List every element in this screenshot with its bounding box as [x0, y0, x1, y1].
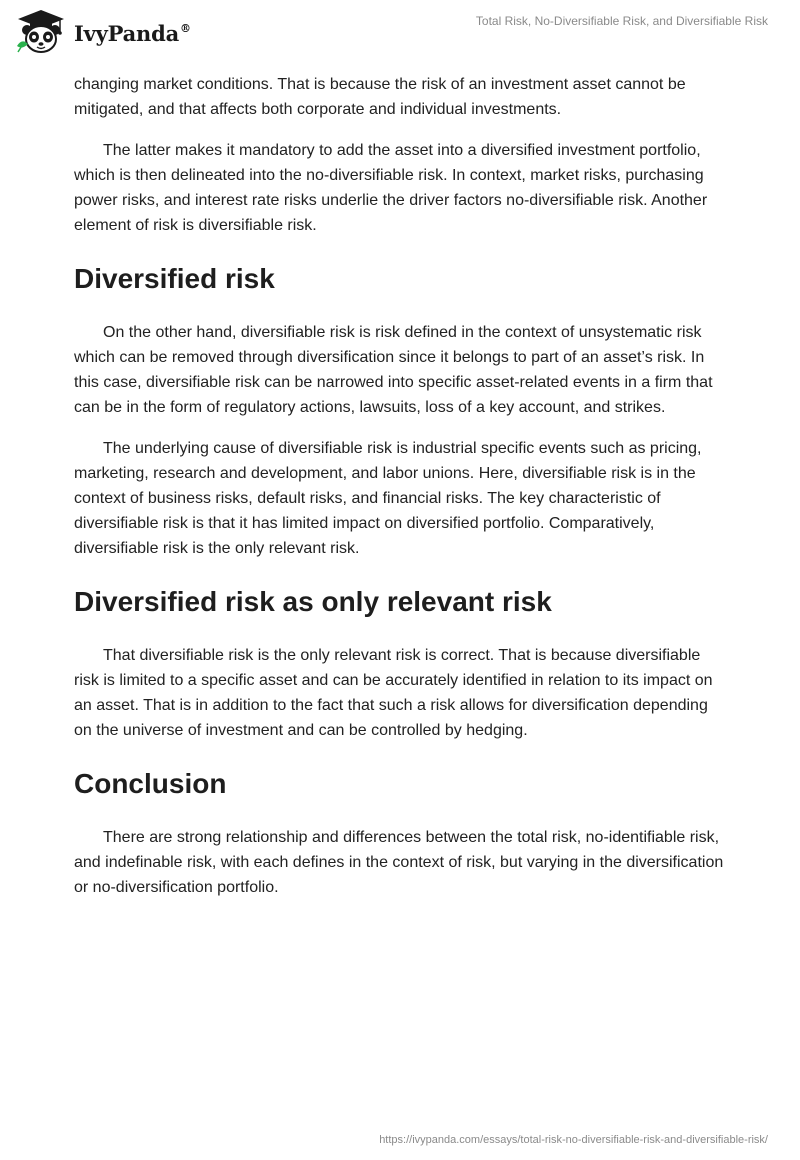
paragraph: That diversifiable risk is the only relevant risk is correct. That is because diversifiable risk is limited to a specific asset and can be accurately identified in relation to its impact on an asset. That is in addition to the fact that such a risk allows for diversification depending on the universe of investment and can be controlled by hedging.: [74, 647, 713, 739]
panda-graduate-icon: [14, 8, 68, 56]
source-url[interactable]: https://ivypanda.com/essays/total-risk-no-diversifiable-risk-and-diversifiable-risk/: [379, 1134, 768, 1146]
paragraph: On the other hand, diversifiable risk is risk defined in the context of unsystematic risk which can be removed through diversification since it belongs to part of an asset’s risk. In this case, diversifiable risk can be narrowed into specific asset-related events in a firm that can be in the form of regulatory actions, lawsuits, loss of a key account, and strikes.: [74, 324, 713, 416]
ivypanda-logo[interactable]: [14, 8, 191, 56]
paragraph: The underlying cause of diversifiable risk is industrial specific events such as pricing, marketing, research and development, and labor unions. Here, diversifiable risk is in the context of business risks, default risks, and financial risks. The key characteristic of diversifiable risk is that it has limited impact on diversified portfolio. Comparatively, diversifiable risk is the only relevant risk.: [74, 440, 702, 557]
logo-wordmark: IvyPanda®: [74, 20, 191, 46]
essay-body: [74, 72, 726, 916]
paragraph: The latter makes it mandatory to add the asset into a diversified investment portfolio, which is then delineated into the no-diversifiable risk. In context, market risks, purchasing power risks, and interest rate risks underlie the driver factors no-diversifiable risk. Another element of risk is diversifiable risk.: [74, 142, 708, 234]
paragraph: There are strong relationship and differences between the total risk, no-identifiable risk, and indefinable risk, with each defines in the context of risk, but varying in the diversification or no-diversification portfolio.: [74, 829, 724, 896]
section-heading-conclusion: Conclusion: [74, 768, 227, 799]
document-title: Total Risk, No-Diversifiable Risk, and Diversifiable Risk: [475, 14, 768, 28]
page-header: [0, 0, 800, 70]
section-heading-diversified-risk: Diversified risk: [74, 263, 275, 294]
paragraph-continued: changing market conditions. That is because the risk of an investment asset cannot be mitigated, and that affects both corporate and individual investments.: [74, 76, 686, 118]
section-heading-only-relevant-risk: Diversified risk as only relevant risk: [74, 586, 552, 617]
